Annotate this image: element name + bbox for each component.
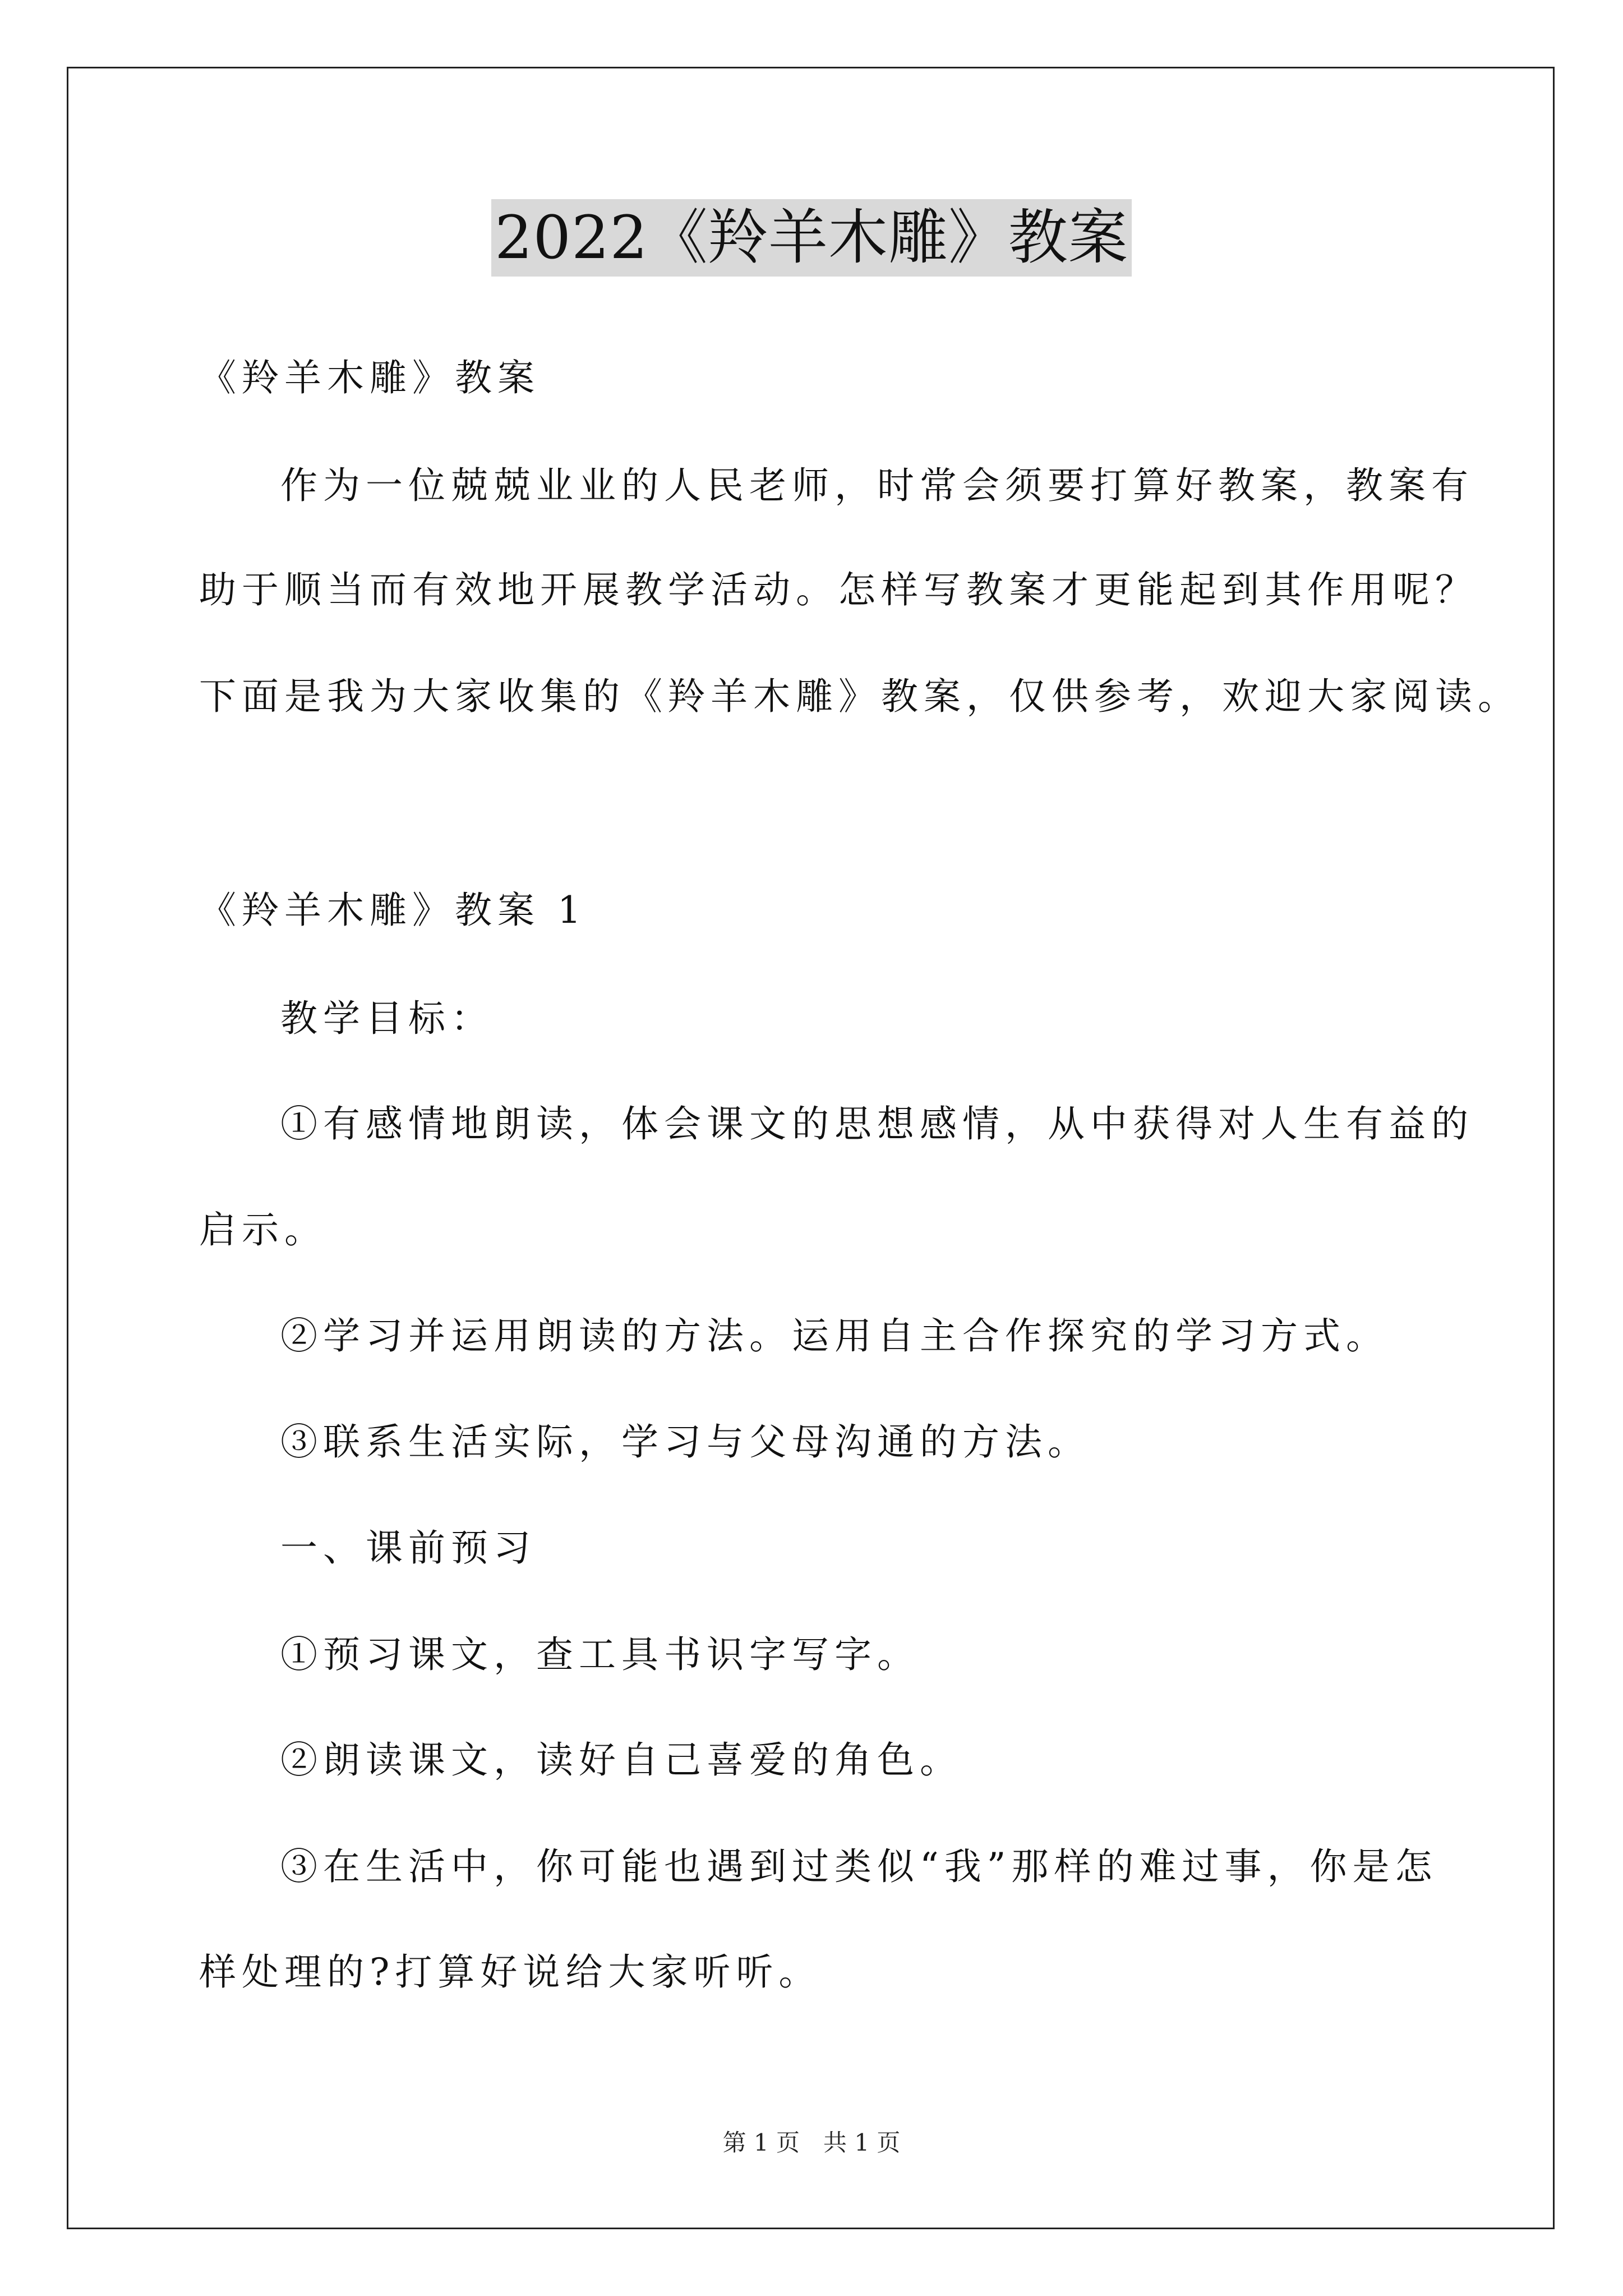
preview-item-2: ②朗读课文，读好自己喜爱的角色。 <box>280 1738 962 1782</box>
goal-2: ②学习并运用朗读的方法。运用自主合作探究的学习方式。 <box>280 1314 1389 1358</box>
intro-line-1: 作为一位兢兢业业的人民老师，时常会须要打算好教案，教案有 <box>280 464 1474 507</box>
goal-3: ③联系生活实际，学习与父母沟通的方法。 <box>280 1420 1090 1464</box>
goal-1-line-1: ①有感情地朗读，体会课文的思想感情，从中获得对人生有益的 <box>280 1102 1474 1145</box>
goals-heading: 教学目标： <box>280 997 494 1040</box>
preview-heading: 一、课前预习 <box>280 1526 536 1570</box>
goal-1-line-2: 启示。 <box>199 1208 327 1251</box>
preview-item-1: ①预习课文，查工具书识字写字。 <box>280 1633 920 1676</box>
page-footer: 第 1 页 共 1 页 <box>722 2129 901 2156</box>
document-title: 2022《羚羊木雕》教案 <box>491 199 1132 277</box>
preview-item-3-line-1: ③在生活中，你可能也遇到过类似“我”那样的难过事，你是怎 <box>280 1845 1438 1888</box>
title-wrap <box>0 199 1623 277</box>
intro-line-3: 下面是我为大家收集的《羚羊木雕》教案，仅供参考，欢迎大家阅读。 <box>199 675 1520 718</box>
preview-item-3-line-2: 样处理的?打算好说给大家听听。 <box>199 1950 822 1994</box>
section-title: 《羚羊木雕》教案 1 <box>199 889 587 932</box>
document-subtitle: 《羚羊木雕》教案 <box>199 356 540 399</box>
intro-line-2: 助于顺当而有效地开展教学活动。怎样写教案才更能起到其作用呢？ <box>199 568 1478 611</box>
